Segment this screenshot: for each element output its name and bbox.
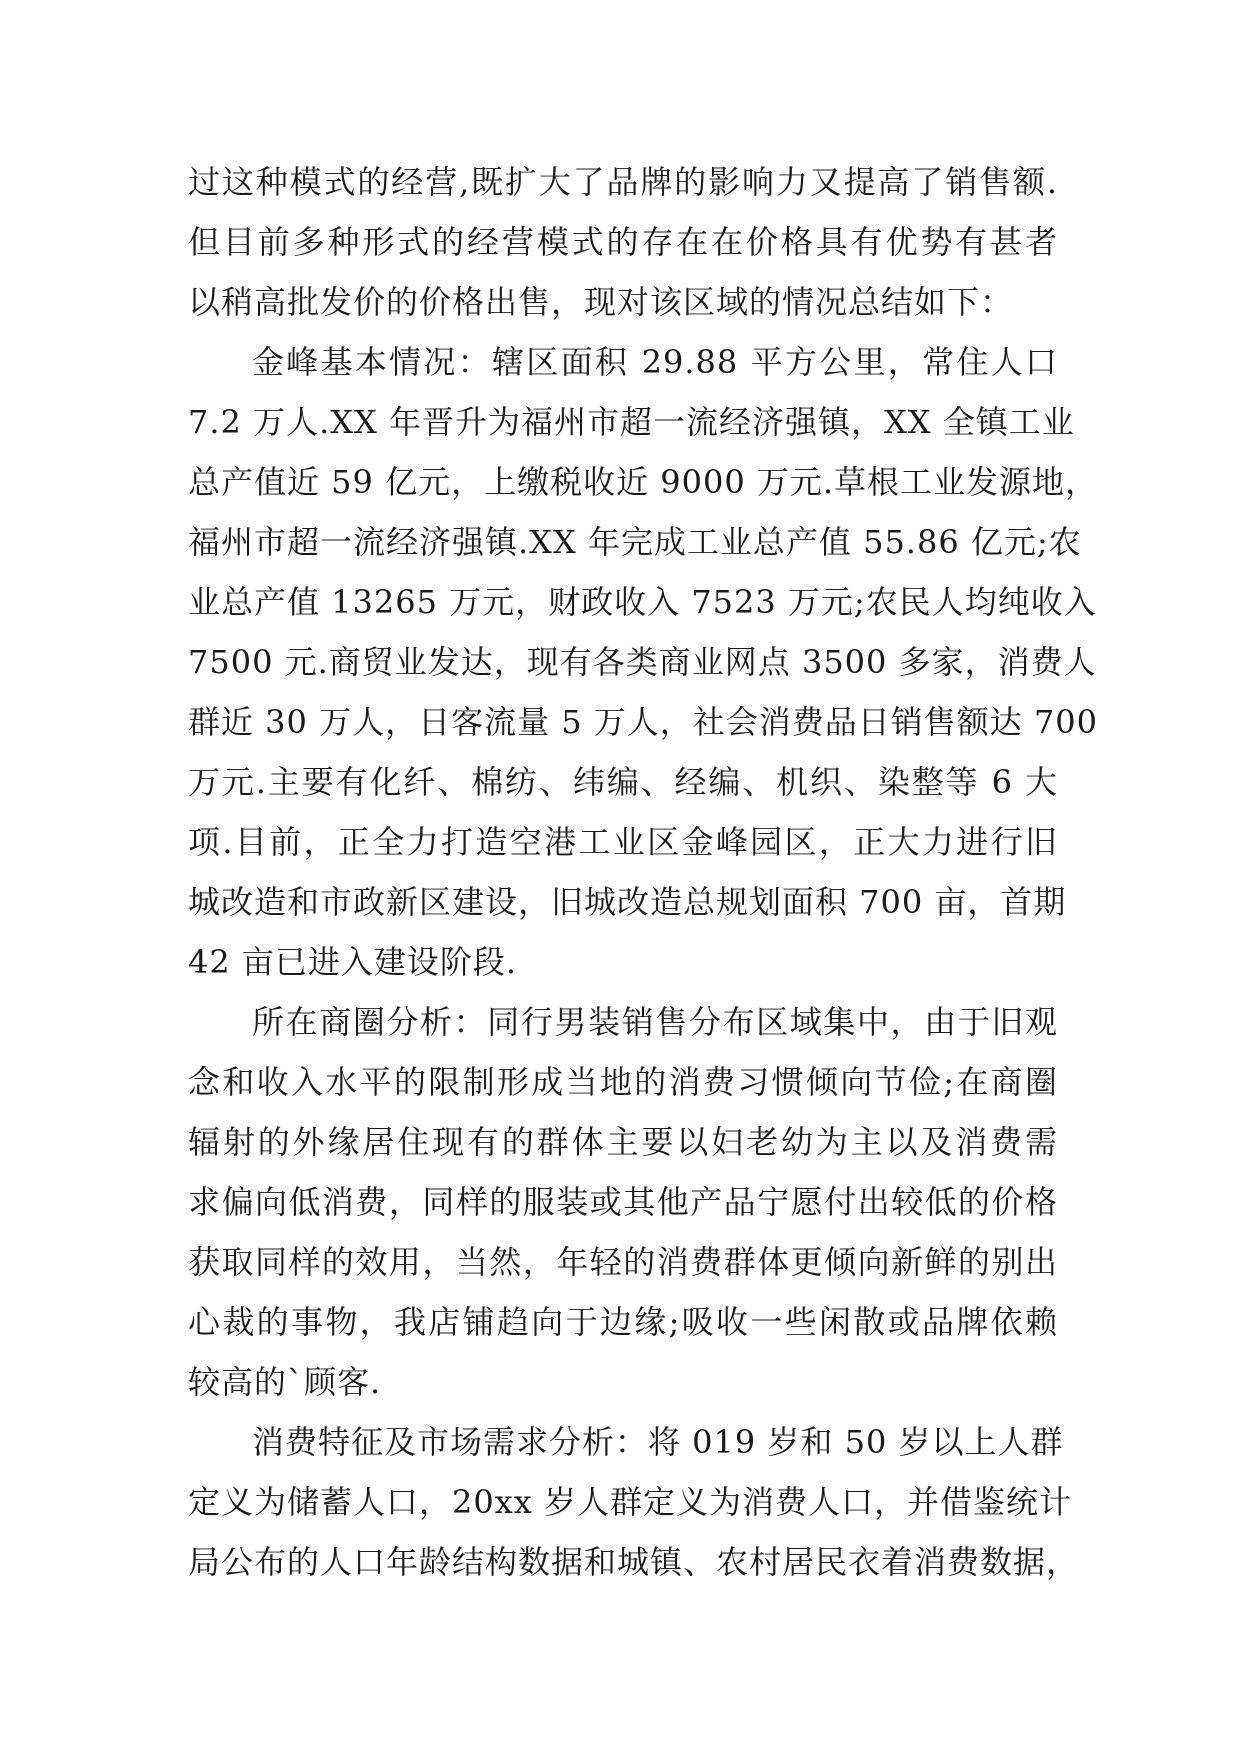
text-line: 过这种模式的经营,既扩大了品牌的影响力又提高了销售额. — [188, 163, 1058, 201]
text-line: 但目前多种形式的经营模式的存在在价格具有优势有甚者 — [188, 223, 1058, 261]
text-line: 以稍高批发价的价格出售，现对该区域的情况总结如下： — [188, 283, 1014, 321]
text-line: 福州市超一流经济强镇.XX 年完成工业总产值 55.86 亿元;农 — [188, 523, 1082, 561]
text-line: 7.2 万人.XX 年晋升为福州市超一流经济强镇，XX 全镇工业 — [188, 403, 1075, 441]
text-line: 所在商圈分析：同行男装销售分布区域集中，由于旧观 — [252, 1003, 1058, 1041]
text-line: 念和收入水平的限制形成当地的消费习惯倾向节俭;在商圈 — [188, 1063, 1058, 1101]
text-line: 获取同样的效用，当然，年轻的消费群体更倾向新鲜的别出 — [188, 1243, 1058, 1281]
document-body — [188, 152, 1099, 1592]
text-line: 万元.主要有化纤、棉纺、纬编、经编、机织、染整等 6 大 — [188, 763, 1058, 801]
text-line: 消费特征及市场需求分析：将 019 岁和 50 岁以上人群 — [252, 1423, 1064, 1461]
text-line: 项.目前，正全力打造空港工业区金峰园区，正大力进行旧 — [188, 823, 1058, 861]
text-line: 定义为储蓄人口，20xx 岁人群定义为消费人口，并借鉴统计 — [188, 1483, 1072, 1521]
text-line: 金峰基本情况：辖区面积 29.88 平方公里，常住人口 — [252, 343, 1058, 381]
text-line: 求偏向低消费，同样的服装或其他产品宁愿付出较低的价格 — [188, 1183, 1058, 1221]
text-line: 群近 30 万人，日客流量 5 万人，社会消费品日销售额达 700 — [188, 703, 1099, 741]
text-line: 42 亩已进入建设阶段. — [188, 943, 518, 981]
text-line: 心裁的事物，我店铺趋向于边缘;吸收一些闲散或品牌依赖 — [188, 1303, 1058, 1341]
text-line: 辐射的外缘居住现有的群体主要以妇老幼为主以及消费需 — [188, 1123, 1058, 1161]
text-line: 业总产值 13265 万元，财政收入 7523 万元;农民人均纯收入 — [188, 583, 1097, 621]
text-line: 较高的`顾客. — [188, 1363, 382, 1401]
text-line: 城改造和市政新区建设，旧城改造总规划面积 700 亩，首期 — [188, 883, 1067, 921]
text-line: 7500 元.商贸业发达，现有各类商业网点 3500 多家，消费人 — [188, 643, 1097, 681]
text-line: 总产值近 59 亿元，上缴税收近 9000 万元.草根工业发源地， — [188, 463, 1099, 501]
text-line: 局公布的人口年龄结构数据和城镇、农村居民衣着消费数据， — [188, 1543, 1080, 1581]
